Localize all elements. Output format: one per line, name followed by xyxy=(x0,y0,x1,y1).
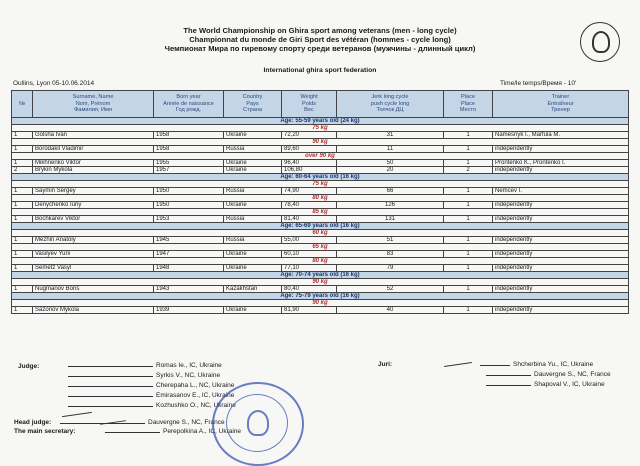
title-en: The World Championship on Ghira sport among veterans (men - long cycle) xyxy=(183,26,457,35)
results-table xyxy=(11,90,629,314)
cell-place: 1 xyxy=(444,132,493,139)
cell-year: 1943 xyxy=(154,286,224,293)
cell-year: 1953 xyxy=(154,216,224,223)
cell-year: 1948 xyxy=(154,265,224,272)
cell-year: 1939 xyxy=(154,307,224,314)
cell-no: 1 xyxy=(12,146,33,153)
judge-entry: Syrkis V., NC, Ukraine xyxy=(68,372,220,379)
jury-entry: Shapoval V., IC, Ukraine xyxy=(486,381,605,388)
title-fr: Championnat du monde de Giri Sport des vétéran (hommes - cycle long) xyxy=(189,35,451,44)
cell-no: 1 xyxy=(12,132,33,139)
cell-name: Mezhin Anatoly xyxy=(33,237,154,244)
cell-result: 52 xyxy=(337,286,444,293)
cell-year: 1950 xyxy=(154,188,224,195)
cell-result: 66 xyxy=(337,188,444,195)
cell-no: 1 xyxy=(12,202,33,209)
cell-no: 1 xyxy=(12,188,33,195)
cell-country: Russia xyxy=(224,188,282,195)
cell-place: 1 xyxy=(444,146,493,153)
column-header: Trainer Entraîneur Тренер xyxy=(493,91,629,118)
cell-trainer: independently xyxy=(493,167,629,174)
cell-trainer: Namesnyk I., Marfula M. xyxy=(493,132,629,139)
cell-weight: 55,00 xyxy=(282,237,337,244)
cell-weight: 96,40 xyxy=(282,160,337,167)
federation-logo-icon xyxy=(580,22,620,62)
judge-entry: Cherepaha L., NC, Ukraine xyxy=(68,382,234,389)
cell-name: Bochkarev Viktor xyxy=(33,216,154,223)
cell-name: Nugmanov Boris xyxy=(33,286,154,293)
cell-trainer: independently xyxy=(493,307,629,314)
cell-weight: 78,40 xyxy=(282,202,337,209)
athlete-row xyxy=(12,251,629,258)
secretary: Perepolkina A., IC, Ukraine xyxy=(105,428,241,435)
athlete-row xyxy=(12,160,629,167)
cell-name: Mikhnenko Viktor xyxy=(33,160,154,167)
cell-year: 1957 xyxy=(154,167,224,174)
cell-country: Ukraine xyxy=(224,202,282,209)
cell-trainer: independently xyxy=(493,146,629,153)
athlete-row xyxy=(12,216,629,223)
cell-country: Ukraine xyxy=(224,251,282,258)
cell-result: 131 xyxy=(337,216,444,223)
athlete-row xyxy=(12,307,629,314)
judge-entry: Emirasanov E., IC, Ukraine xyxy=(68,392,234,399)
cell-place: 1 xyxy=(444,160,493,167)
athlete-row xyxy=(12,202,629,209)
location-date: Oullins, Lyon 05-10.06.2014 xyxy=(13,80,95,87)
cell-place: 1 xyxy=(444,286,493,293)
cell-result: 79 xyxy=(337,265,444,272)
age-group-row: Age: 55-59 years old (24 kg) xyxy=(12,118,629,125)
cell-trainer: independently xyxy=(493,216,629,223)
cell-result: 51 xyxy=(337,237,444,244)
cell-name: Golsha Ivan xyxy=(33,132,154,139)
cell-no: 1 xyxy=(12,160,33,167)
cell-result: 50 xyxy=(337,160,444,167)
judge-label: Judge: xyxy=(18,363,40,370)
cell-place: 1 xyxy=(444,216,493,223)
cell-place: 2 xyxy=(444,167,493,174)
cell-trainer: independently xyxy=(493,286,629,293)
cell-weight: 60,10 xyxy=(282,251,337,258)
weight-class-row: 85 kg xyxy=(12,209,629,216)
cell-country: Ukraine xyxy=(224,265,282,272)
federation-stamp xyxy=(212,382,304,466)
cell-no: 1 xyxy=(12,286,33,293)
weight-class-row: 80 kg xyxy=(12,195,629,202)
column-header: Surname, Name Nom, Prénom Фамилия, Имя xyxy=(33,91,154,118)
column-header: № xyxy=(12,91,33,118)
athlete-row xyxy=(12,265,629,272)
cell-name: Vasilyev Yurii xyxy=(33,251,154,258)
cell-result: 31 xyxy=(337,132,444,139)
cell-weight: 77,10 xyxy=(282,265,337,272)
cell-country: Ukraine xyxy=(224,132,282,139)
cell-country: Russia xyxy=(224,216,282,223)
cell-weight: 89,60 xyxy=(282,146,337,153)
cell-place: 1 xyxy=(444,188,493,195)
weight-class-row: 90 kg xyxy=(12,139,629,146)
cell-trainer: Nemcev I. xyxy=(493,188,629,195)
column-header: Place Place Место xyxy=(444,91,493,118)
cell-no: 1 xyxy=(12,307,33,314)
cell-country: Ukraine xyxy=(224,160,282,167)
weight-class-row: 90 kg xyxy=(12,279,629,286)
athlete-row xyxy=(12,286,629,293)
cell-country: Russia xyxy=(224,237,282,244)
age-group-row: Age: 60-64 years old (16 kg) xyxy=(12,174,629,181)
cell-result: 40 xyxy=(337,307,444,314)
cell-trainer: independently xyxy=(493,202,629,209)
cell-no: 1 xyxy=(12,265,33,272)
weight-class-row: 75 kg xyxy=(12,181,629,188)
age-group-row: Age: 70-74 years old (16 kg) xyxy=(12,272,629,279)
cell-place: 1 xyxy=(444,307,493,314)
age-group-row: Age: 75-79 years old (16 kg) xyxy=(12,293,629,300)
cell-name: Sazonov Mykola xyxy=(33,307,154,314)
athlete-row xyxy=(12,167,629,174)
cell-weight: 72,20 xyxy=(282,132,337,139)
cell-result: 11 xyxy=(337,146,444,153)
cell-weight: 81,40 xyxy=(282,216,337,223)
cell-country: Ukraine xyxy=(224,167,282,174)
cell-no: 2 xyxy=(12,167,33,174)
age-group-row: Age: 65-69 years old (16 kg) xyxy=(12,223,629,230)
cell-no: 1 xyxy=(12,237,33,244)
cell-place: 1 xyxy=(444,265,493,272)
column-header: Born year Année de naissance Год рожд. xyxy=(154,91,224,118)
title-ru: Чемпионат Мира по гиревому спорту среди ветеранов (мужчины - длинный цикл) xyxy=(164,44,476,53)
cell-place: 1 xyxy=(444,251,493,258)
cell-place: 1 xyxy=(444,237,493,244)
cell-year: 1958 xyxy=(154,146,224,153)
cell-year: 1947 xyxy=(154,251,224,258)
cell-no: 1 xyxy=(12,216,33,223)
time-limit: Time/le temps/Время - 10' xyxy=(500,80,577,87)
cell-name: Brykin Mykola xyxy=(33,167,154,174)
cell-weight: 106,80 xyxy=(282,167,337,174)
cell-weight: 81,90 xyxy=(282,307,337,314)
athlete-row xyxy=(12,237,629,244)
cell-trainer: Prontenko K., Prontenko I. xyxy=(493,160,629,167)
weight-class-row: 75 kg xyxy=(12,125,629,132)
cell-name: Saymin Sergey xyxy=(33,188,154,195)
judge-entry: Kozhushko O., NC, Ukraine xyxy=(68,402,236,409)
athlete-row xyxy=(12,146,629,153)
weight-class-row: 90 kg xyxy=(12,300,629,307)
cell-country: Ukraine xyxy=(224,307,282,314)
cell-year: 1958 xyxy=(154,132,224,139)
cell-weight: 80,40 xyxy=(282,286,337,293)
cell-trainer: independently xyxy=(493,237,629,244)
cell-trainer: independently xyxy=(493,251,629,258)
cell-name: Borodakil Vladimir xyxy=(33,146,154,153)
athlete-row xyxy=(12,132,629,139)
head-judge-signature xyxy=(62,412,92,417)
cell-country: Russia xyxy=(224,146,282,153)
cell-name: Denychenko Iuriy xyxy=(33,202,154,209)
weight-class-row: 60 kg xyxy=(12,230,629,237)
cell-trainer: independently xyxy=(493,265,629,272)
weight-class-row: 65 kg xyxy=(12,244,629,251)
head-judge-label: Head judge: xyxy=(14,419,52,426)
cell-name: Semetz Vasyl xyxy=(33,265,154,272)
jury-entry: Dauvergne S., NC, France xyxy=(486,371,611,378)
athlete-row xyxy=(12,188,629,195)
secretary-label: The main secretary: xyxy=(14,428,76,435)
cell-no: 1 xyxy=(12,251,33,258)
judge-entry: Romas Ie., IC, Ukraine xyxy=(68,362,222,369)
cell-result: 126 xyxy=(337,202,444,209)
cell-year: 1950 xyxy=(154,202,224,209)
jury-label: Jurі: xyxy=(378,361,393,368)
cell-year: 1945 xyxy=(154,237,224,244)
weight-class-row: 80 kg xyxy=(12,258,629,265)
head-judge: Dauvergne S., NC, France xyxy=(60,419,225,426)
cell-weight: 74,90 xyxy=(282,188,337,195)
cell-country: Kazakhstan xyxy=(224,286,282,293)
cell-year: 1955 xyxy=(154,160,224,167)
cell-result: 83 xyxy=(337,251,444,258)
cell-result: 20 xyxy=(337,167,444,174)
weight-class-row: over 90 kg xyxy=(12,153,629,160)
column-header: Jerk long cycle push cycle long Толчок ДЦ xyxy=(337,91,444,118)
column-header: Country Pays Страна xyxy=(224,91,282,118)
jury-entry: Shcherbina Yu., IC, Ukraine xyxy=(480,361,593,368)
column-header: Weight Poids Вес xyxy=(282,91,337,118)
cell-place: 1 xyxy=(444,202,493,209)
jury-signature xyxy=(444,362,472,367)
federation: International ghira sport federation xyxy=(263,67,377,74)
